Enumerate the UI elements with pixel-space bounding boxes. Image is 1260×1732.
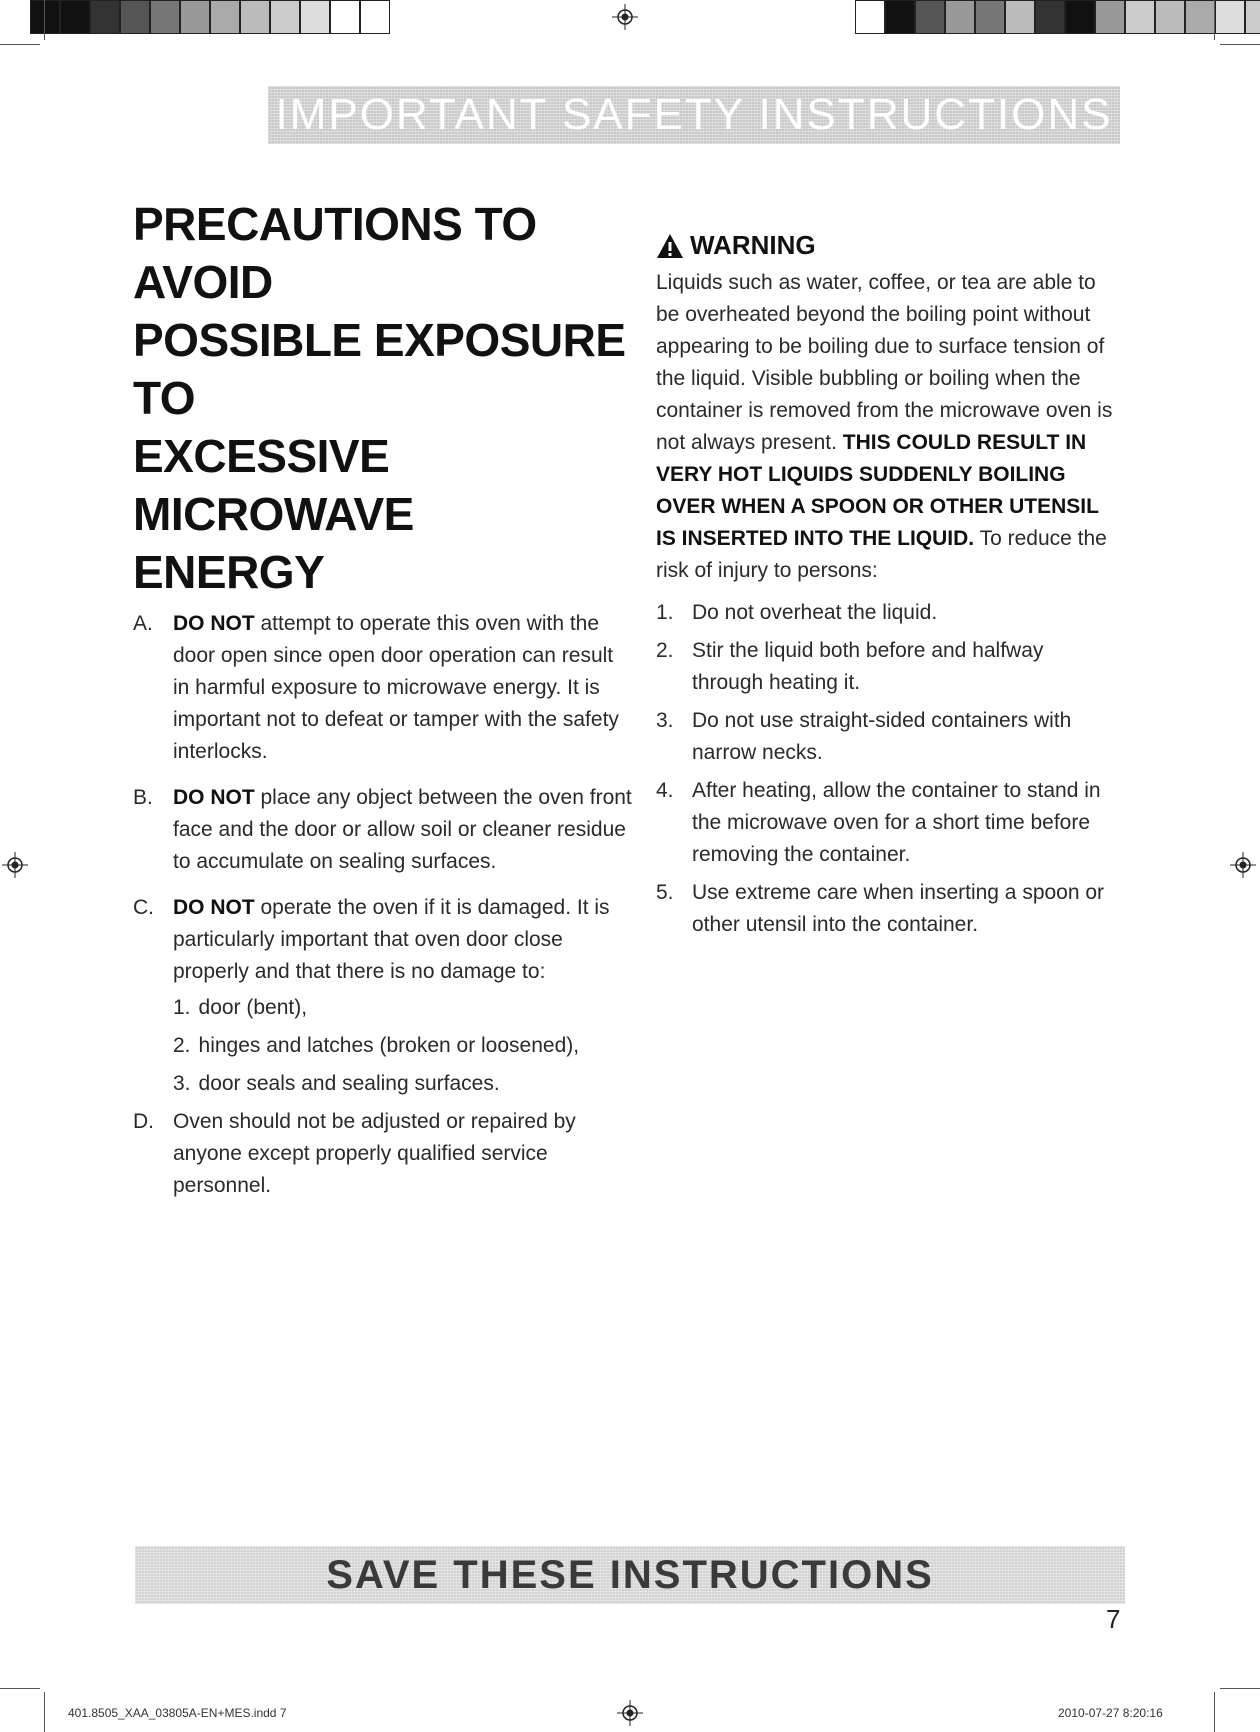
section-title: IMPORTANT SAFETY INSTRUCTIONS xyxy=(275,90,1113,139)
warning-header xyxy=(656,230,1116,261)
sublist-item: 1. door (bent), xyxy=(173,995,308,1019)
save-instructions-title: SAVE THESE INSTRUCTIONS xyxy=(326,1552,934,1597)
print-footer-file: 401.8505_XAA_03805A-EN+MES.indd 7 xyxy=(68,1706,287,1720)
list-item: D. Oven should not be adjusted or repaired by anyone except properly qualified service personnel. xyxy=(133,1106,633,1202)
color-bar-left xyxy=(30,0,390,36)
item-label: C. xyxy=(133,895,154,919)
list-item: 4. After heating, allow the container to stand in the microwave oven for a short time before removing the container. xyxy=(656,779,1101,866)
registration-mark-icon xyxy=(2,852,28,878)
list-item: 2. Stir the liquid both before and halfway through heating it. xyxy=(656,639,1044,694)
registration-mark-icon xyxy=(1230,852,1256,878)
crop-mark xyxy=(44,0,45,40)
crop-mark xyxy=(1214,0,1215,40)
crop-mark xyxy=(1220,44,1260,45)
precautions-section xyxy=(133,196,633,1216)
crop-mark xyxy=(44,1692,45,1732)
crop-mark xyxy=(1220,1688,1260,1689)
item-label: B. xyxy=(133,785,153,809)
section-title-band xyxy=(268,86,1120,144)
crop-mark xyxy=(0,44,40,45)
list-item: 3. Do not use straight-sided containers with narrow necks. xyxy=(656,709,1072,764)
sublist-item: 3. door seals and sealing surfaces. xyxy=(173,1071,500,1095)
crop-mark xyxy=(0,1688,40,1689)
registration-mark-icon xyxy=(617,1700,643,1726)
page-number: 7 xyxy=(1106,1604,1121,1634)
damage-sublist xyxy=(173,992,633,1100)
sublist-item: 2. hinges and latches (broken or loosened), xyxy=(173,1033,580,1057)
warning-label: WARNING xyxy=(690,230,816,260)
registration-mark-icon xyxy=(612,4,638,30)
precautions-heading: PRECAUTIONS TO AVOID POSSIBLE EXPOSURE TO EXCESSIVE MICROWAVE ENERGY xyxy=(133,198,626,598)
color-bar-right xyxy=(855,0,1260,36)
item-label: A. xyxy=(133,611,153,635)
item-label: D. xyxy=(133,1109,154,1133)
warning-paragraph: Liquids such as water, coffee, or tea are able to be overheated beyond the boiling point without appearing to be boiling due to surface tension of the liquid. Visible bubbling or boiling when the container is removed from the microwave oven is not always present. THIS COULD RESULT IN VERY HOT LIQUIDS SUDDENLY BOILING OVER WHEN A SPOON OR OTHER UTENSIL IS INSERTED INTO THE LIQUID. To reduce the risk of injury to persons: xyxy=(656,271,1113,582)
list-item: 5. Use extreme care when inserting a spoon or other utensil into the container. xyxy=(656,881,1105,936)
list-item: B. DO NOT place any object between the oven front face and the door or allow soil or cleaner residue to accumulate on sealing surfaces. xyxy=(133,782,633,878)
save-instructions-band xyxy=(135,1546,1125,1604)
list-item: A. DO NOT attempt to operate this oven with the door open since open door operation can result in harmful exposure to microwave energy. It is important not to defeat or tamper with the safety interlocks. xyxy=(133,608,633,768)
list-item: C. DO NOT operate the oven if it is damaged. It is particularly important that oven door close properly and that there is no damage to: xyxy=(133,892,633,988)
warning-section xyxy=(656,230,1116,947)
warning-triangle-icon xyxy=(656,233,684,259)
list-item: 1. Do not overheat the liquid. xyxy=(656,601,938,624)
crop-mark xyxy=(1214,1692,1215,1732)
print-footer-timestamp: 2010-07-27 8:20:16 xyxy=(1058,1706,1163,1720)
